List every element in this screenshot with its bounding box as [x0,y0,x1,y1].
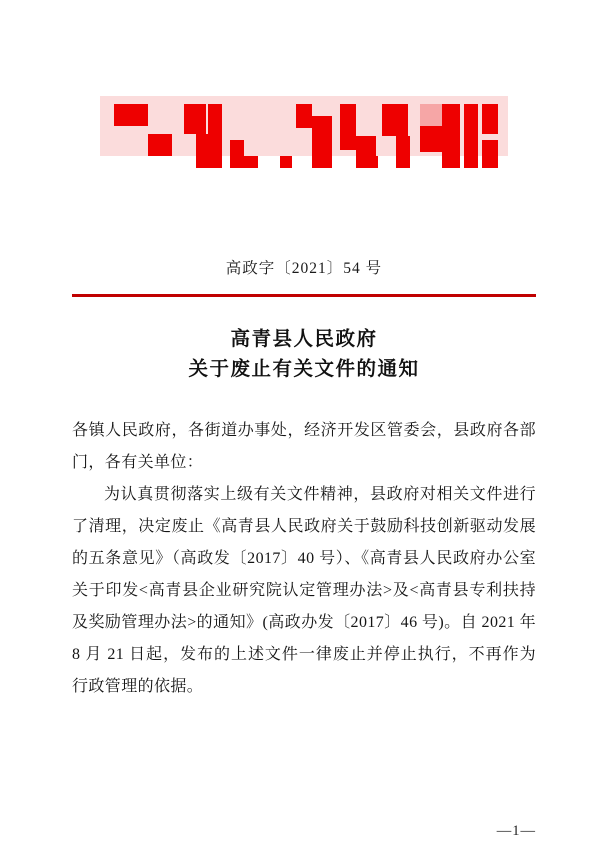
red-masthead-graphic [100,96,508,188]
masthead-block [356,136,378,168]
masthead-block [244,126,292,156]
masthead-block [244,96,292,126]
masthead-block [482,104,498,134]
title-line-2: 关于废止有关文件的通知 [188,358,420,380]
masthead-block [196,134,208,168]
paragraph-addressee: 各镇人民政府，各街道办事处，经济开发区管委会，县政府各部门，各有关单位： [72,421,536,471]
masthead-block [420,104,442,126]
masthead-block [442,104,460,168]
red-divider-rule [72,294,536,297]
masthead-block [482,140,498,168]
masthead-block [420,126,442,152]
masthead-block [100,126,134,156]
masthead-block [312,116,332,168]
masthead-banner [72,96,536,188]
masthead-block [464,104,478,168]
paragraph-notice: 为认真贯彻落实上级有关文件精神，县政府对相关文件进行了清理，决定废止《高青县人民政府关于鼓励科技创新驱动发展的五条意见》（高政发〔2017〕40 号）、《高青县人民政府办公室关于印发<高青县企业研究院认定管理办法>及<高青县专利扶持及奖励管理办法>的通知》(高政办发〔2017〕46 号)。自 2021 年 8 月 21 日起，发布的上述文件一律废止并停止执行，不再作为行政管理的依据。 [72,485,536,695]
document-page [0,96,608,868]
masthead-block [382,104,408,136]
masthead-block [138,104,148,126]
masthead-block [184,104,206,134]
title-line-1: 高青县人民政府 [230,328,378,350]
masthead-block [208,104,222,168]
masthead-block [340,104,356,150]
page-title [72,325,536,385]
document-number: 高政字〔2021〕54 号 [225,260,383,277]
masthead-block [396,136,410,168]
document-body [72,415,536,703]
page-number: —1— [496,823,536,839]
masthead-block [296,104,312,128]
